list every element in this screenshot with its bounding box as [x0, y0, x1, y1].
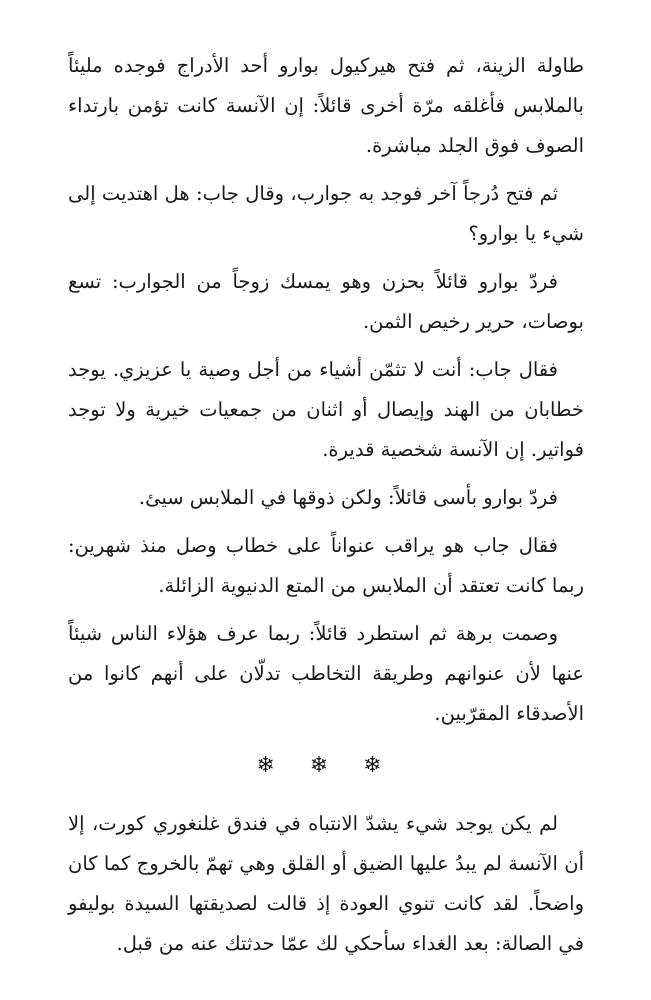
book-page — [68, 46, 584, 972]
paragraph-7: وصمت برهة ثم استطرد قائلاً: ربما عرف هؤلاء الناس شيئاً عنها لأن عنوانهم وطريقة التخاطب تدلّان على أنهم كانوا من الأصدقاء المقرّبين. — [68, 622, 584, 725]
paragraph-2: ثم فتح دُرجاً آخر فوجد به جوارب، وقال جاب: هل اهتديت إلى شيء يا بوارو؟ — [68, 182, 584, 245]
section-break-asterisks: ❄ ❄ ❄ — [256, 753, 396, 778]
paragraph-3: فردّ بوارو قائلاً بحزن وهو يمسك زوجاً من الجوارب: تسع بوصات، حرير رخيص الثمن. — [68, 270, 584, 333]
paragraph-1: طاولة الزينة، ثم فتح هيركيول بوارو أحد الأدراج فوجده مليئاً بالملابس فأغلقه مرّة أخرى قائلاً: إن الآنسة كانت تؤمن بارتداء الصوف فوق الجلد مباشرة. — [68, 54, 584, 157]
paragraph-4: فقال جاب: أنت لا تثمّن أشياء من أجل وصية يا عزيزي. يوجد خطابان من الهند وإيصال أو اثنان من جمعيات خيرية ولا توجد فواتير. إن الآنسة شخصية قديرة. — [68, 358, 584, 461]
paragraph-6: فقال جاب هو يراقب عنواناً على خطاب وصل منذ شهرين: ربما كانت تعتقد أن الملابس من المتع الدنيوية الزائلة. — [68, 534, 584, 597]
paragraph-8: لم يكن يوجد شيء يشدّ الانتباه في فندق غلنغوري كورت، إلا أن الآنسة لم يبدُ عليها الضيق أو القلق وهي تهمّ بالخروج كما كان واضحاً. لقد كانت تنوي العودة إذ قالت لصديقتها السيدة بوليفو في الصالة: بعد الغداء سأحكي لك عمّا حدثتك عنه من قبل. — [68, 812, 584, 955]
paragraph-5: فردّ بوارو بأسى قائلاً: ولكن ذوقها في الملابس سيئ. — [138, 486, 558, 509]
